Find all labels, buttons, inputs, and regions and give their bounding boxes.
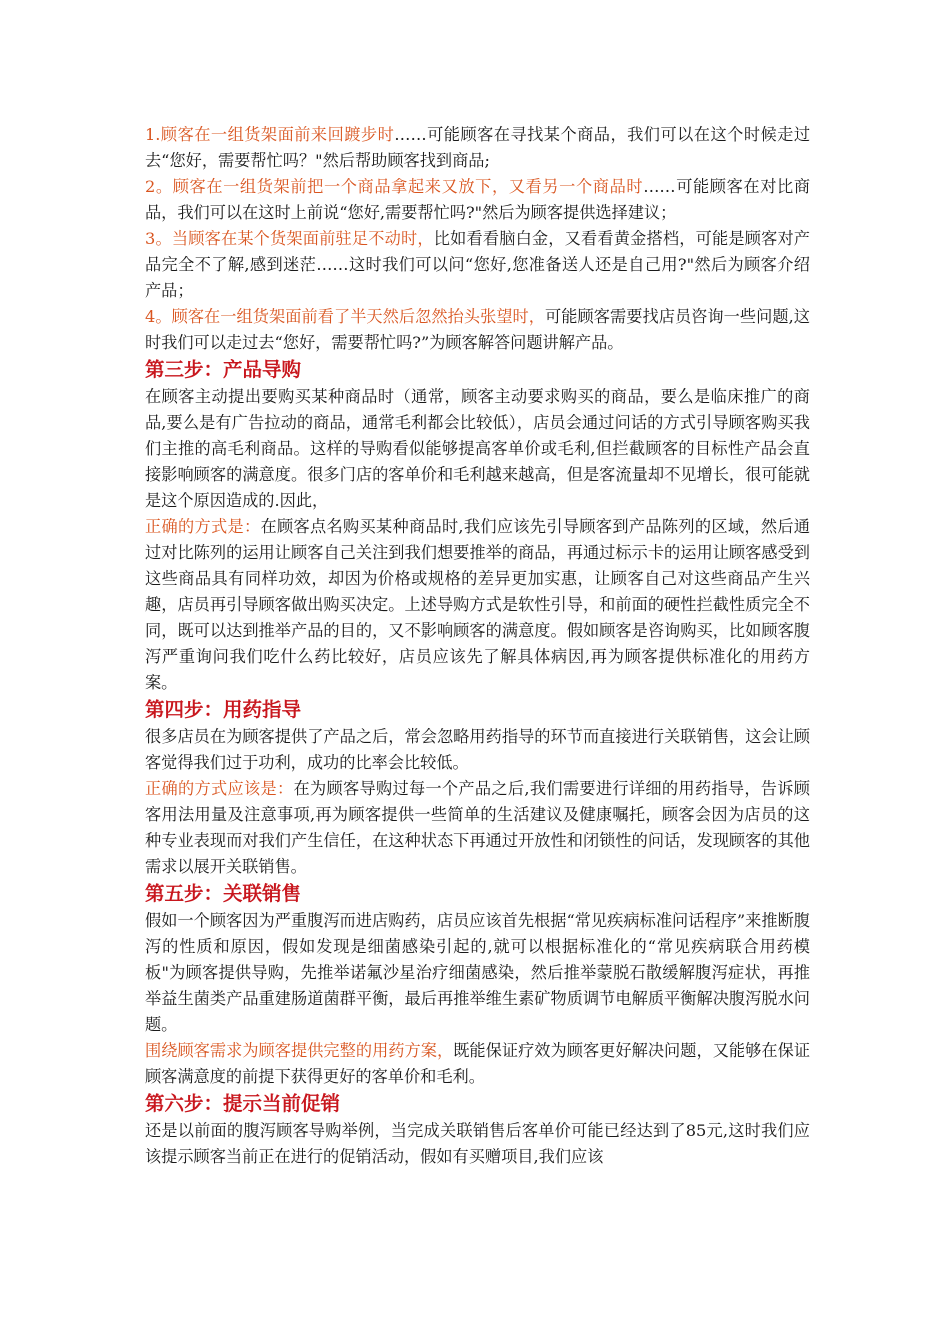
highlight-lead: 正确的方式是： — [145, 517, 261, 536]
paragraph: 还是以前面的腹泻顾客导购举例，当完成关联销售后客单价可能已经达到了85元,这时我们应该提示顾客当前正在进行的促销活动，假如有买赠项目,我们应该 — [145, 1121, 810, 1166]
item-text: 比如看看脑白金，又看看黄金搭档，可能是顾客对产品完全不了解,感到迷茫……这时我们可以问“您好,您准备送人还是自己用?"然后为顾客介绍产品； — [145, 229, 810, 300]
item-text: 可能顾客需要找店员咨询一些问题,这时我们可以走过去“您好，需要帮忙吗?”为顾客解答问题讲解产品。 — [145, 307, 810, 352]
list-item — [145, 174, 810, 226]
paragraph: 假如一个顾客因为严重腹泻而进店购药，店员应该首先根据“常见疾病标准问话程序”来推断腹泻的性质和原因，假如发现是细菌感染引起的,就可以根据标准化的“常见疾病联合用药模板"为顾客提供导购，先推举诺氟沙星治疗细菌感染，然后推举蒙脱石散缓解腹泻症状，再推举益生菌类产品重建肠道菌群平衡，最后再推举维生素矿物质调节电解质平衡解决腹泻脱水问题。 — [145, 911, 810, 1034]
highlight-lead: 围绕顾客需求为顾客提供完整的用药方案， — [145, 1041, 454, 1060]
paragraph — [145, 776, 810, 880]
item-lead: 2。顾客在一组货架前把一个商品拿起来又放下，又看另一个商品时 — [145, 177, 644, 196]
paragraph — [145, 1038, 810, 1090]
section-heading-step4: 第四步：用药指导 — [145, 698, 302, 721]
item-lead: 1.顾客在一组货架面前来回踱步时 — [145, 125, 395, 144]
paragraph: 在顾客主动提出要购买某种商品时（通常，顾客主动要求购买的商品，要么是临床推广的商品,要么是有广告拉动的商品，通常毛利都会比较低），店员会通过问话的方式引导顾客购买我们主推的高毛利商品。这样的导购看似能够提高客单价或毛利,但拦截顾客的目标性产品会直接影响顾客的满意度。很多门店的客单价和毛利越来越高，但是客流量却不见增长，很可能就是这个原因造成的.因此， — [145, 387, 810, 510]
list-item — [145, 304, 810, 356]
paragraph-text: 在为顾客导购过每一个产品之后,我们需要进行详细的用药指导，告诉顾客用法用量及注意事项,再为顾客提供一些简单的生活建议及健康嘱托，顾客会因为店员的这种专业表现而对我们产生信任，在这种状态下再通过开放性和闭锁性的问话，发现顾客的其他需求以展开关联销售。 — [145, 779, 810, 876]
section-heading-step5: 第五步：关联销售 — [145, 882, 302, 905]
paragraph-text: 在顾客点名购买某种商品时,我们应该先引导顾客到产品陈列的区域，然后通过对比陈列的运用让顾客自己关注到我们想要推举的商品，再通过标示卡的运用让顾客感受到这些商品具有同样功效，却因为价格或规格的差异更加实惠，让顾客自己对这些商品产生兴趣，店员再引导顾客做出购买决定。上述导购方式是软性引导，和前面的硬性拦截性质完全不同，既可以达到推举产品的目的，又不影响顾客的满意度。假如顾客是咨询购买，比如顾客腹泻严重询问我们吃什么药比较好，店员应该先了解具体病因,再为顾客提供标准化的用药方案。 — [145, 517, 810, 692]
highlight-lead: 正确的方式应该是： — [145, 779, 294, 798]
list-item — [145, 226, 810, 304]
item-lead: 3。当顾客在某个货架面前驻足不动时， — [145, 229, 434, 248]
paragraph: 很多店员在为顾客提供了产品之后，常会忽略用药指导的环节而直接进行关联销售，这会让顾客觉得我们过于功利，成功的比率会比较低。 — [145, 727, 810, 772]
section-heading-step6: 第六步：提示当前促销 — [145, 1092, 341, 1115]
item-lead: 4。顾客在一组货架面前看了半天然后忽然抬头张望时， — [145, 307, 546, 326]
item-text: ……可能顾客在寻找某个商品，我们可以在这个时候走过去“您好，需要帮忙吗？"然后帮助顾客找到商品; — [145, 125, 811, 170]
paragraph — [145, 514, 810, 696]
document-body — [145, 122, 810, 1170]
paragraph-text: 既能保证疗效为顾客更好解决问题，又能够在保证顾客满意度的前提下获得更好的客单价和毛利。 — [145, 1041, 810, 1086]
section-heading-step3: 第三步：产品导购 — [145, 358, 302, 381]
item-text: ……可能顾客在对比商品，我们可以在这时上前说“您好,需要帮忙吗?"然后为顾客提供选择建议； — [145, 177, 811, 222]
list-item — [145, 122, 810, 174]
